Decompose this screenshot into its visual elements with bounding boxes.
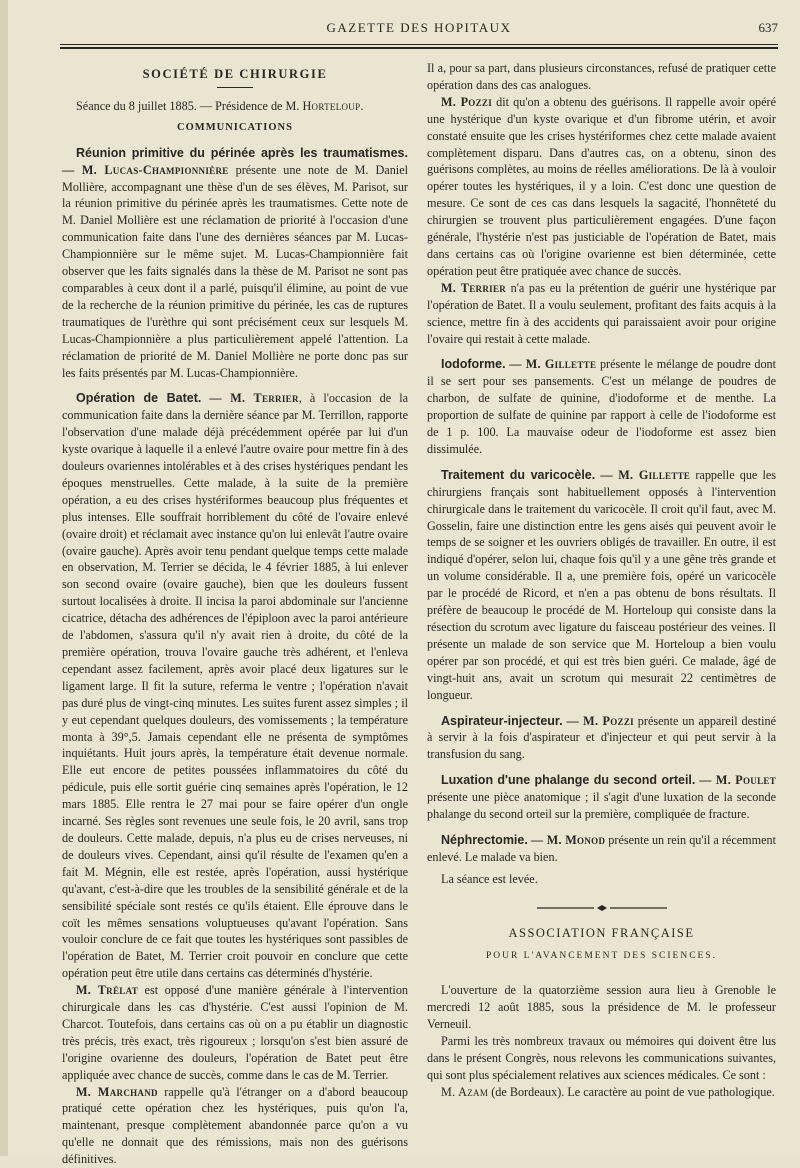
paragraph-continuation: Il a, pour sa part, dans plusieurs circonstances, refusé de pratiquer cette opération dans des cas analogues. [427, 61, 776, 92]
paragraph-text: n'a pas eu la prétention de guérir une hystérique par l'opération de Batet. Il a voulu seulement, profitant des faits acquis à la science, mettre fin à des accidents qui paraissaient avoir pour origine l'ovaire qui restait à cette malade. [427, 280, 776, 346]
right-column [427, 60, 776, 1101]
topic-nephrectomie [427, 832, 776, 866]
speaker-name: M. Trélat [76, 983, 139, 998]
seance-line [62, 98, 408, 115]
topic-varicocele [427, 467, 776, 704]
association-subtitle: POUR L'AVANCEMENT DES SCIENCES. [485, 950, 718, 961]
page-edge [0, 0, 8, 1156]
topic-aspirateur [427, 713, 776, 764]
speaker-name: M. Marchand [76, 1084, 158, 1099]
topic-text: présente le mélange de poudre dont il se sert pour ses pansements. C'est un mélange de poudres de charbon, de sulfate de quinine, d'iodoforme et de menthe. La proportion de sulfate de quinine par rapport à celle de l'iodoforme est de 1 p. 100. La mauvaise odeur de l'iodoforme est assez bien dissimulée. [427, 357, 777, 456]
speaker-name: — M. Terrier [209, 391, 299, 406]
paragraph-trelat [62, 982, 408, 1083]
paragraph-text: (de Bordeaux). Le caractère au point de vue pathologique. [488, 1084, 775, 1099]
topic-title: Aspirateur-injecteur. [441, 713, 563, 728]
communications-heading: COMMUNICATIONS [177, 121, 293, 133]
paragraph-azam [427, 1084, 776, 1101]
speaker-name: M. Terrier [441, 280, 507, 295]
topic-text: rappelle que les chirurgiens français sont habituellement opposés à l'intervention chirurgicale dans le traitement du varicocèle. Il croit qu'il faut, avec M. Gosselin, faire une distinction entre les gens aisés qui peuvent avoir le temps de se soigner et les ouvriers obligés de travailler. En outre, il est indiqué d'opérer, selon lui, chaque fois qu'il y a une gêne très grande et un volume considérable. Il a, une première fois, opéré un varicocèle par le procédé de Ricord, et n'en a pas obtenu de bons résultats. Il préfère de beaucoup le procédé de M. Horteloup qui consiste dans la résection du scrotum avec ligature du faisceau postérieur des veines. Il présente un malade de son service que M. Horteloup a bien voulu opérer par son procédé, et qui est très bien guéri. Ce malade, âgé de vingt-huit ans, avait un scrotum qui mesurait 22 centimètres de longueur. [427, 467, 776, 702]
ornament-divider [427, 900, 776, 917]
speaker-name: — M. Poulet [699, 773, 777, 788]
topic-text: présente une pièce anatomique ; il s'agit d'une luxation de la seconde phalange du second orteil sur la première, compliquée de fracture. [427, 790, 776, 822]
topic-title: Néphrectomie. [441, 832, 528, 847]
header-rule-thin [60, 44, 778, 45]
title-rule [217, 87, 253, 88]
speaker-name: — M. Gillette [509, 357, 597, 372]
topic-title: Traitement du varicocèle. [441, 467, 596, 482]
speaker-name: M. Pozzi [441, 94, 493, 109]
association-title: ASSOCIATION FRANÇAISE [508, 925, 695, 940]
seance-end: . [360, 98, 364, 113]
journal-title: GAZETTE DES HOPITAUX [326, 20, 512, 35]
left-column [62, 60, 408, 1168]
topic-reunion-primitive [62, 145, 408, 382]
topic-text: présente un appareil destiné à servir à la fois d'aspirateur et d'injecteur et qui peut servir à la transfusion du sang. [427, 713, 776, 762]
president-name: Horteloup [302, 98, 361, 113]
section-title: SOCIÉTÉ DE CHIRURGIE [142, 67, 328, 81]
seance-text: Séance du 8 juillet 1885. — Présidence de M. [76, 98, 303, 113]
topic-title: Iodoforme. [441, 357, 506, 372]
paragraph-text: est opposé d'une manière générale à l'intervention chirurgicale dans les cas d'hystérie. C'est aussi l'opinion de M. Charcot. Toutefois, dans certains cas où on a pu établir un diagnostic très précis, très exact, très rigoureux ; lorsqu'on s'est bien assuré de l'origine ovarienne des douleurs, l'opération de Batet peut être appliquée avec chance de succès, comme dans le cas de M. Terrier. [62, 983, 409, 1082]
closing-line: La séance est levée. [441, 871, 538, 886]
paragraph-text: rappelle qu'à l'étranger on a d'abord beaucoup pratiqué cette opération chez les hystériques, puis qu'on l'a, maintenant, presque complètement abandonnée parce qu'on a vu qu'elle ne donnait que des rémissions, mais non des guérisons définitives. [62, 1084, 408, 1167]
topic-text: présente un rein qu'il a récemment enlevé. Le malade va bien. [427, 832, 776, 864]
page-number: 637 [758, 20, 778, 35]
paragraph-text: dit qu'on a obtenu des guérisons. Il rappelle avoir opéré une hystérique d'un kyste ovarique et d'un fibrome utérin, et avoir constaté ensuite que les crises hystériformes chez cette malade avaient complètement disparu. Dans d'autres cas, on a obtenu, sinon des guérisons complètes, au moins de réelles améliorations. De là à vouloir opérer toutes les hystériques, il y a loin. C'est donc une question de mesure. Ce sont de ces cas dans lesquels la sagacité, l'honnêteté du chirurgien se trouvent plus particulièrement engagées. D'une façon générale, l'hystérie n'est pas justiciable de l'opération de Batet, mais dans certains cas où l'origine ovarienne est bien déterminée, cette opération peut être pratiquée avec chance de succès. [427, 94, 777, 278]
paragraph-travaux: Parmi les très nombreux travaux ou mémoires qui doivent être lus dans le présent Congrès, nous relevons les communications suivantes, qui sont plus spécialement relatives aux sciences médicales. Ce sont : [427, 1034, 776, 1082]
paragraph-ouverture: L'ouverture de la quatorzième session aura lieu à Grenoble le mercredi 12 août 1885, sous la présidence de M. le professeur Verneuil. [427, 983, 776, 1032]
speaker-name: — M. Monod [530, 832, 606, 847]
speaker-name: — M. Pozzi [566, 713, 634, 728]
topic-title: Opération de Batet. [76, 391, 202, 406]
paragraph-marchand [62, 1084, 408, 1168]
topic-text: , à l'occasion de la communication faite dans la dernière séance par M. Terrillon, rapporte l'observation d'une malade déjà précédemment opérée par lui d'un kyste ovarique à laquelle il a enlevé l'autre ovaire pour mettre fin à des douleurs ovariennes intolérables et à des crises hystériques pendant les époques menstruelles. Cette malade, à la suite de la première opération, a eu des crises hystériformes beaucoup plus fréquentes et plus intenses. Elle souffrait horriblement du côté de l'ovaire enlevé (ovaire droit) et réclamait avec instance qu'on lui enlevât l'autre ovaire (ovaire gauche). Après avoir tenu pendant quelque temps cette malade en observation, M. Terrier se décida, le 4 février 1885, à lui enlever son second ovaire (ovaire gauche), bien que les douleurs fussent surtout localisées à droite. Il incisa la paroi abdominale sur l'ancienne cicatrice, détacha des adhérences de l'épiploon avec la paroi antérieure de l'abdomen, s'assura qu'il n'y avait rien à droite, du côté de la première opération, trouva l'ovaire gauche très adhérent, et l'enleva cependant assez facilement, après avoir placé deux ligatures sur le ligament large. Il fit la suture, referma le ventre ; l'opération n'avait pas duré plus de vingt-cinq minutes. Les suites furent assez simples ; il y eut cependant quelques douleurs, des vomissements ; la température monta à 39°,5. Jamais cependant elle ne présenta de symptômes inquiétants. Huit jours après, la température était devenue normale. Elle eut encore de petites poussées inflammatoires du côté du pédicule, puis elle sortit guérie cinq semaines après l'opération, le 12 mars 1885. Elle rentra le 27 mai pour se faire opérer d'un ongle incarné. Ses règles sont revenues une seule fois, le 20 avril, sans trop de douleurs. Cette malade, depuis, n'a plus eu de crises nerveuses, ni de douleurs vives. Cependant, ainsi qu'il résulte de l'examen qu'en a fait M. Mégnin, elle est restée, après l'opération, aussi hystérique qu'avant, c'est-à-dire que les troubles de la sensibilité générale et de la sensibilité spéciale sont restés ce qu'ils étaient. Elle éprouve dans le coït les mêmes sensations voluptueuses qu'avant l'opération. Sans vouloir conclure de ce fait que toutes les hystériques sont passibles de l'opération de Batet, M. Terrier croit pouvoir en conclure que cette opération peut être utile dans certains cas déterminés d'hystérie. [62, 391, 408, 981]
paragraph-pozzi [427, 94, 776, 280]
page-header [60, 20, 778, 42]
header-rule-thick [60, 47, 778, 49]
topic-operation-batet [62, 390, 408, 982]
topic-title: Réunion primitive du périnée après les traumatismes. [76, 145, 408, 160]
paragraph-terrier [427, 280, 776, 348]
topic-iodoforme [427, 356, 776, 457]
speaker-name: M. Azam [441, 1084, 489, 1099]
speaker-name: — M. Lucas-Championnière [62, 162, 229, 177]
speaker-name: — M. Gillette [600, 467, 691, 482]
topic-title: Luxation d'une phalange du second orteil. [441, 773, 696, 788]
topic-text: présente une note de M. Daniel Mollière, accompagnant une thèse d'un de ses élèves, M. Parisot, sur la réunion primitive du périnée après les traumatismes. Cette note de M. Daniel Mollière est une réclamation de priorité à l'occasion d'une communication faite dans l'une des dernières séances par M. Lucas-Championnière sur le même sujet. M. Lucas-Championnière fait observer que les faits signalés dans la thèse de M. Parisot ne sont pas comparables à ceux dont il a parlé, puisqu'il élimine, au point de vue de la recherche de la réunion primitive du périnée, les cas de ruptures traumatiques de l'urèthre qui sont précisément ceux sur lesquels M. Lucas-Championnière a plus particulièrement appelé l'attention. La réclamation de priorité de M. Daniel Mollière ne porte donc pas sur les faits présentés par M. Lucas-Championnière. [62, 162, 408, 380]
topic-luxation [427, 772, 776, 823]
